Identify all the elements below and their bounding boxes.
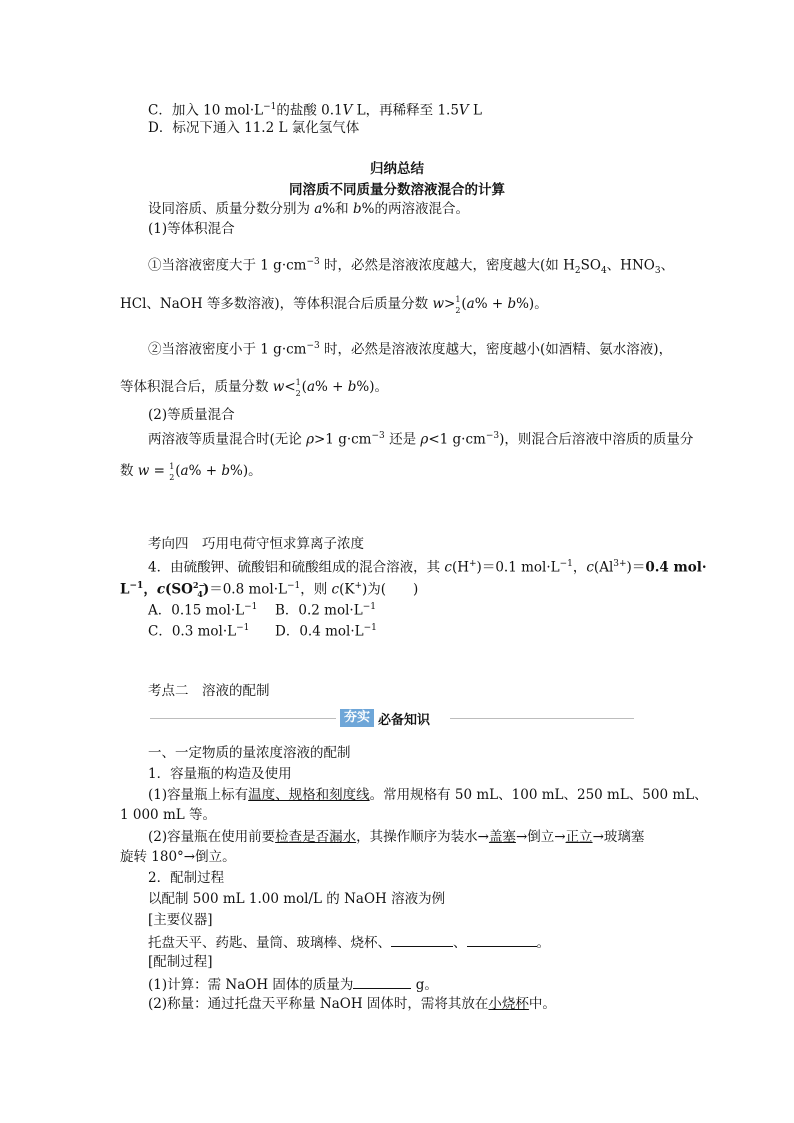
summary-heading: 归纳总结: [370, 161, 424, 177]
option-d: D．标况下通入 11.2 L 氯化氢气体: [148, 120, 360, 136]
question4-option-b: B．0.2 $mol\cdot L^{-1}$: [275, 602, 376, 619]
summary-subheading: 同溶质不同质量分数溶液混合的计算: [289, 182, 505, 198]
equal-mass-line2: 数 w = 1 2 (a% + b%)。: [120, 461, 262, 482]
banner-rule-left: [150, 718, 336, 719]
section-1-2-title: 2．配制过程: [148, 870, 225, 886]
section-banner: [150, 708, 634, 728]
option-c: C．加入 10 $mol\cdot L^{-1}$的盐酸 0.1V L，再稀释至 1.5V L: [148, 102, 482, 119]
calc-line: (1)计算：需 NaOH 固体的质量为 g。: [148, 974, 438, 994]
banner-chip: 夯实: [340, 709, 374, 727]
equal-mass-line1: 两溶液等质量混合时(无论 ρ>1 $g\cdot cm^{-3}$ 还是 ρ<1 $g\cdot cm^{-3}$)，则混合后溶液中溶质的质量分: [148, 431, 694, 448]
summary-intro: 设同溶质、质量分数分别为 a%和 b%的两溶液混合。: [148, 201, 469, 217]
para-1-line2: 1 000 mL 等。: [120, 807, 216, 823]
example-line: 以配制 500 mL 1.00 mol/L 的 NaOH 溶液为例: [148, 891, 446, 907]
question4-option-d: D．0.4 $mol\cdot L^{-1}$: [275, 623, 377, 640]
banner-tag: [340, 708, 430, 728]
procedure-title: [配制过程]: [148, 954, 213, 970]
fraction-half: 1 2: [295, 377, 301, 398]
equal-volume-point1-line2: HCl、NaOH 等多数溶液)，等体积混合后质量分数 w> 1 2 (a% + b%)。: [120, 294, 548, 315]
fraction-half: 1 2: [455, 294, 461, 315]
kaoxiang4-title: 考向四 巧用电荷守恒求算离子浓度: [148, 536, 364, 552]
equal-volume-point2-line1: ②当溶液密度小于 1 $g\cdot cm^{-3}$ 时，必然是溶液浓度越大，密度越小(如酒精、氨水溶液)，: [148, 341, 673, 358]
instrument-blank-2[interactable]: [467, 932, 537, 947]
section-1-1-title: 1．容量瓶的构造及使用: [148, 766, 292, 782]
equal-volume-point2-line2: 等体积混合后，质量分数 w< 1 2 (a% + b%)。: [120, 377, 389, 398]
equal-volume-point1-line1: ①当溶液密度大于 1 $g\cdot cm^{-3}$ 时，必然是溶液浓度越大，密度越大(如 $H_2SO_4$、$HNO_3$、: [148, 257, 675, 277]
banner-label: 必备知识: [378, 712, 431, 728]
instruments-title: [主要仪器]: [148, 912, 213, 928]
kaodian2-title: 考点二 溶液的配制: [148, 683, 270, 699]
weigh-line: (2)称量：通过托盘天平称量 NaOH 固体时，需将其放在小烧杯中。: [148, 996, 556, 1012]
equal-mass-title: (2)等质量混合: [148, 407, 235, 423]
banner-rule-right: [450, 718, 634, 719]
question4-line2: $L^{-1}$，$c(SO^{2-}_4)=0.8$ $mol\cdot L^{-1}$，则 c(K+)为( ): [120, 580, 419, 600]
section-1-title: 一、一定物质的量浓度溶液的配制: [148, 745, 351, 761]
instruments-line: 托盘天平、药匙、量筒、玻璃棒、烧杯、 、 。: [148, 932, 550, 952]
mass-blank[interactable]: [353, 974, 411, 989]
instrument-blank-1[interactable]: [391, 932, 453, 947]
para-2-line2: 旋转 180°→倒立。: [120, 849, 236, 865]
para-1-line1: (1)容量瓶上标有温度、规格和刻度线。常用规格有 50 mL、100 mL、250 mL、500 mL、: [148, 787, 708, 803]
equal-volume-title: (1)等体积混合: [148, 221, 235, 237]
question4-option-c: C．0.3 $mol\cdot L^{-1}$: [148, 623, 250, 640]
question4-line1: 4．由硫酸钾、硫酸铝和硫酸组成的混合溶液，其 c(H+)＝0.1 $mol\cdot L^{-1}$，$c(Al^{3+})=0.4$ mol·: [148, 559, 707, 576]
question4-option-a: A．0.15 $mol\cdot L^{-1}$: [148, 602, 258, 619]
para-2-line1: (2)容量瓶在使用前要检查是否漏水，其操作顺序为装水→盖塞→倒立→正立→玻璃塞: [148, 829, 645, 845]
fraction-half: 1 2: [169, 461, 175, 482]
